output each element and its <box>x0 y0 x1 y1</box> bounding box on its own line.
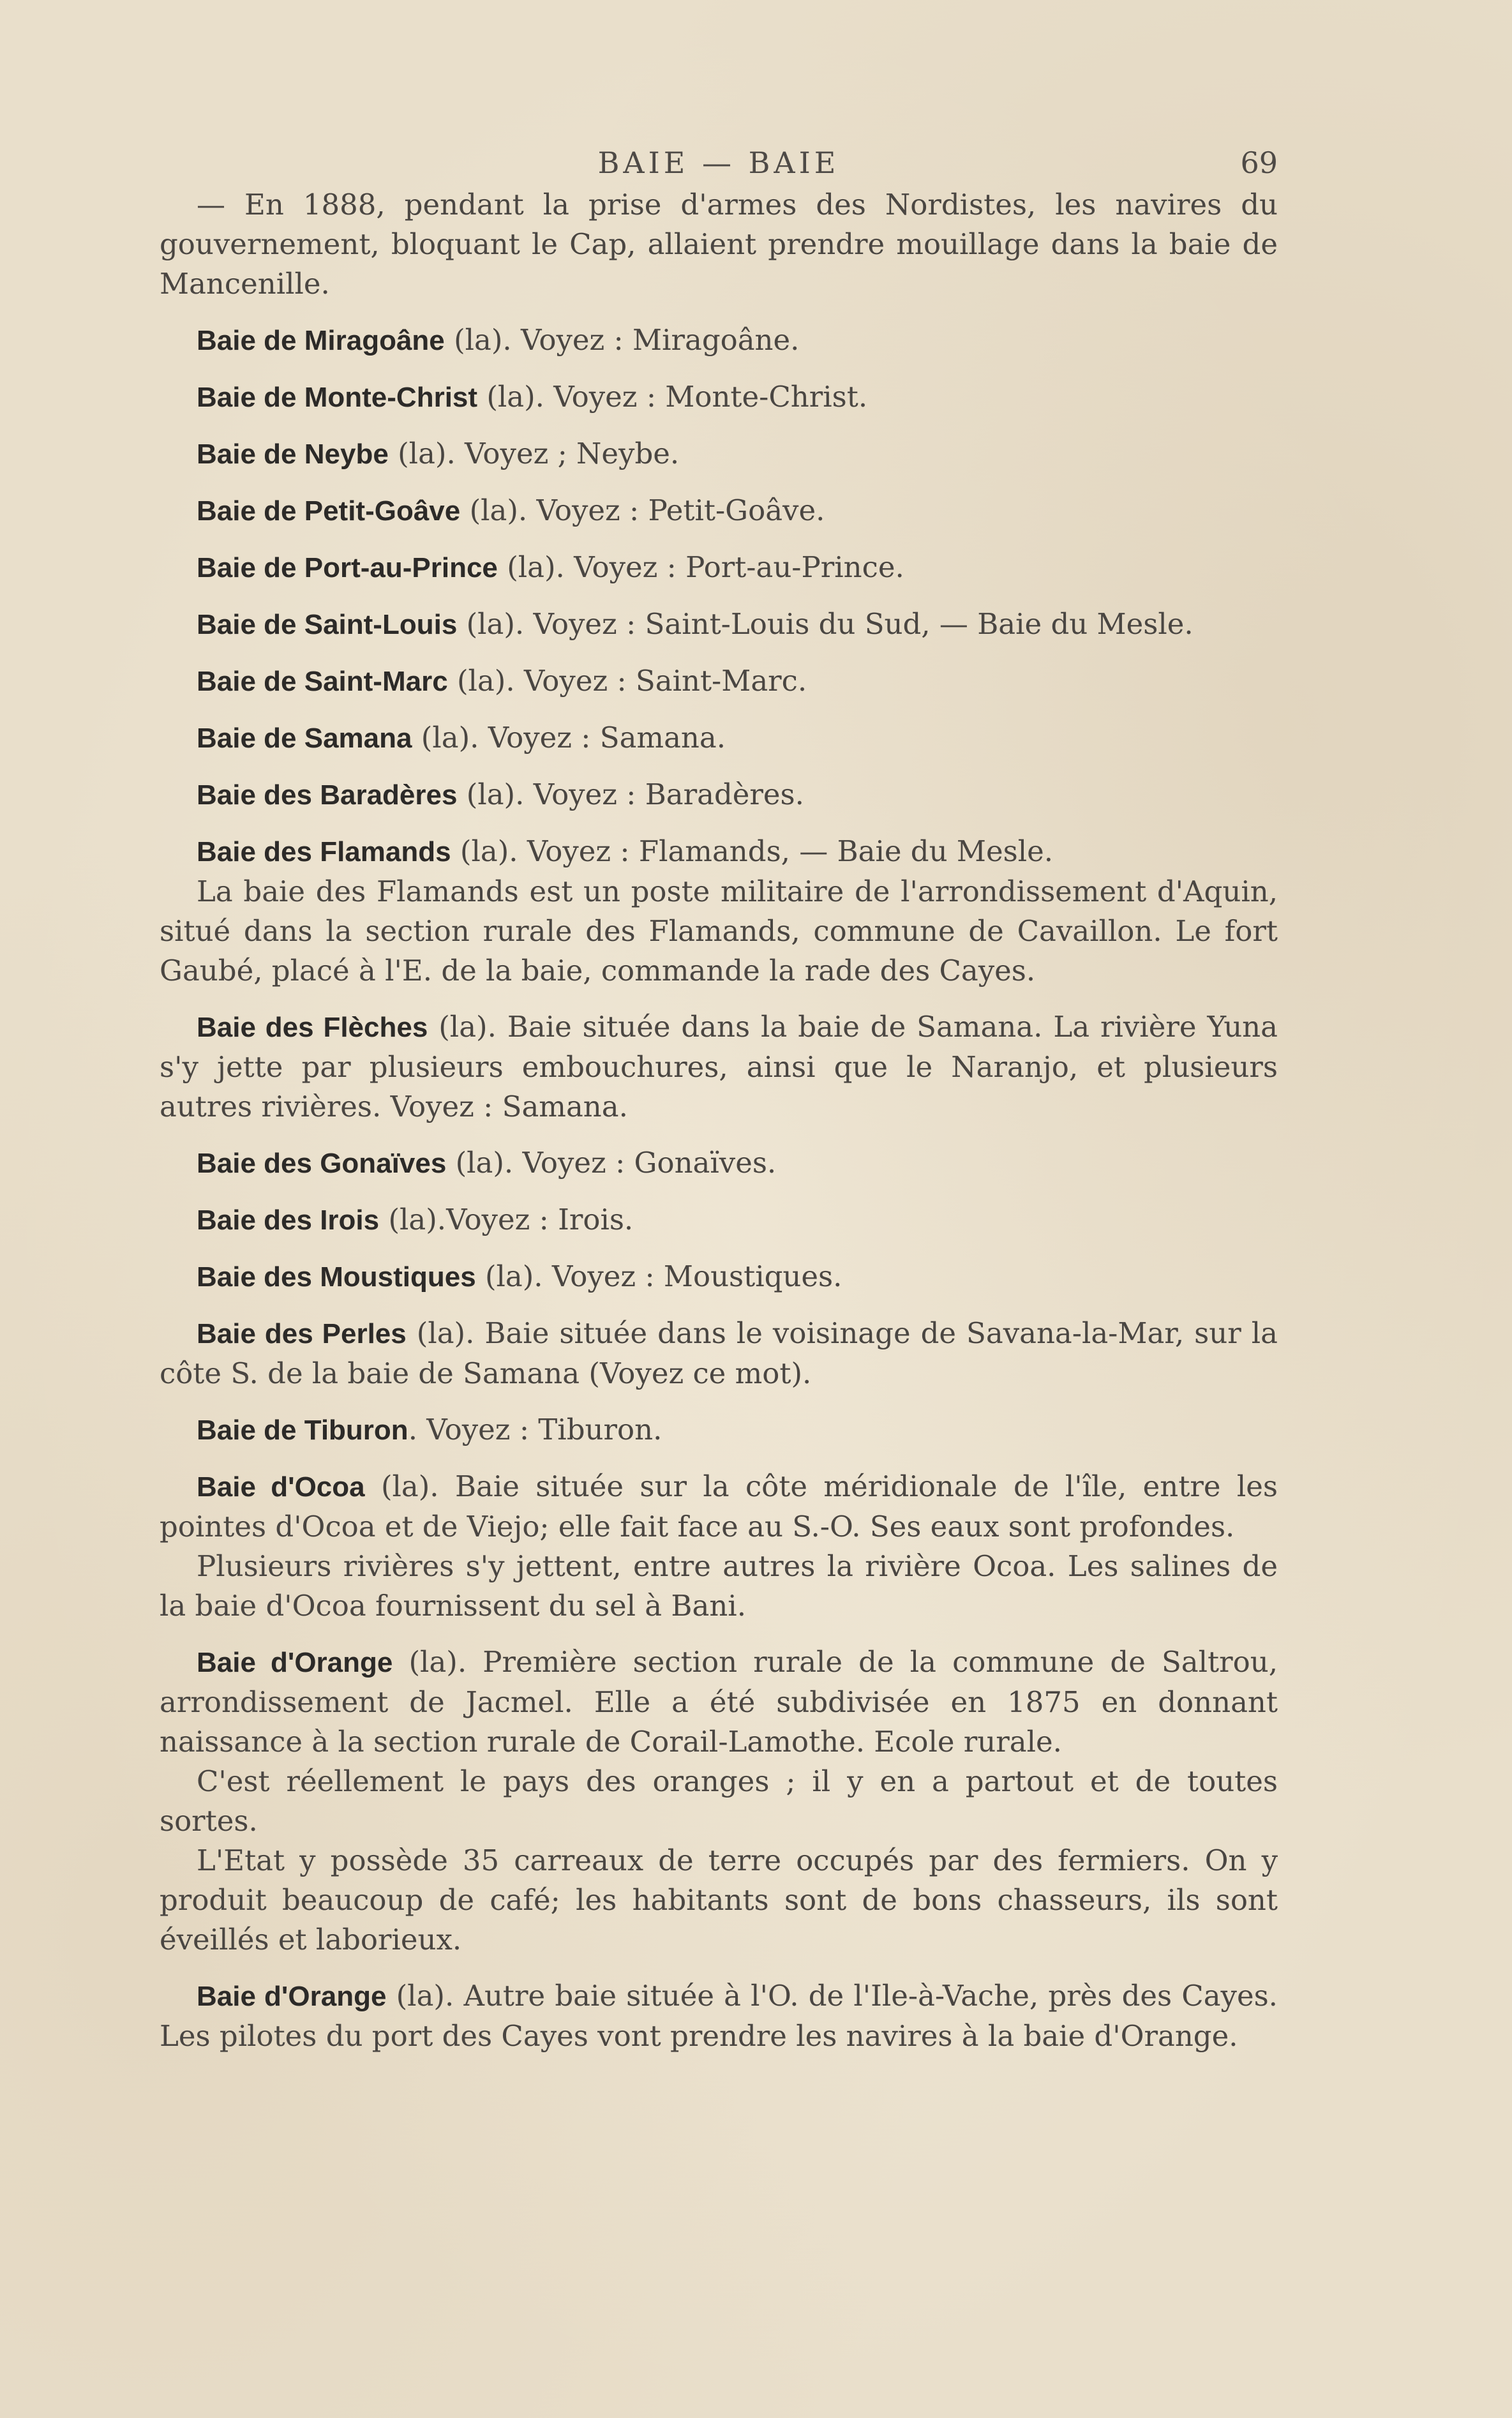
entry-headword: Baie des Moustiques <box>197 1261 476 1293</box>
entry-headword: Baie des Gonaïves <box>197 1148 447 1179</box>
entry-ocoa <box>160 1467 1278 1547</box>
entry-text: (la). Première section rurale de la commune de Saltrou, arrondissement de Jacmel. Elle a été subdivisée en 1875 en donnant naissance à la section rurale de Corail-Lamothe. Ecole rurale. <box>160 1645 1278 1759</box>
entry-headword: Baie des Flèches <box>197 1012 428 1043</box>
entry-headword: Baie des Baradères <box>197 779 458 811</box>
entry-text: (la). Voyez : Port-au-Prince. <box>497 550 904 584</box>
entry-text: (la). Voyez : Moustiques. <box>475 1259 842 1293</box>
entry-text: (la). Voyez : Miragoâne. <box>444 323 800 357</box>
entry-text: (la). Baie située dans la baie de Samana. La rivière Yuna s'y jette par plusieurs embouchures, ainsi que le Naranjo, et plusieurs autres rivières. Voyez : Samana. <box>160 1010 1278 1123</box>
entry-headword: Baie d'Orange <box>197 1647 393 1678</box>
entry-headword: Baie de Tiburon <box>197 1415 408 1446</box>
intro-paragraph: — En 1888, pendant la prise d'armes des Nordistes, les navires du gouvernement, bloquant le Cap, allaient prendre mouillage dans la baie de Mancenille. <box>160 188 1278 301</box>
entry-gonaives <box>160 1143 1278 1183</box>
entry-saint-louis <box>160 604 1278 645</box>
entry-petit-goave <box>160 491 1278 531</box>
entry-headword: Baie de Saint-Marc <box>197 666 448 697</box>
entry-text: (la). Voyez : Flamands, — Baie du Mesle. <box>451 834 1054 868</box>
entry-text: (la).Voyez : Irois. <box>379 1203 634 1236</box>
entry-headword: Baie de Petit-Goâve <box>197 495 461 527</box>
entry-headword: Baie de Neybe <box>197 439 389 470</box>
header-title: BAIE — BAIE <box>597 146 840 180</box>
entry-text: (la). Voyez : Samana. <box>412 721 726 755</box>
entry-text: (la). Autre baie située à l'O. de l'Ile-à-Vache, près des Cayes. Les pilotes du port des Cayes vont prendre les navires à la baie d'Orange. <box>160 1979 1278 2053</box>
entry-headword: Baie d'Ocoa <box>197 1471 365 1503</box>
entry-moustiques <box>160 1257 1278 1297</box>
entry-text: (la). Voyez : Baradères. <box>457 777 804 811</box>
entry-tiburon <box>160 1410 1278 1450</box>
entry-fleches <box>160 1007 1278 1127</box>
entry-text: . Voyez : Tiburon. <box>408 1413 662 1446</box>
dictionary-column <box>160 185 1278 2056</box>
entry-perles <box>160 1314 1278 1393</box>
entry-orange-note-1: C'est réellement le pays des oranges ; il y en a partout et de toutes sortes. <box>160 1764 1278 1838</box>
entry-text: (la). Voyez : Saint-Louis du Sud, — Baie du Mesle. <box>457 607 1194 641</box>
entry-ocoa-note: Plusieurs rivières s'y jettent, entre autres la rivière Ocoa. Les salines de la baie d'Ocoa fournissent du sel à Bani. <box>160 1549 1278 1623</box>
page-number: 69 <box>1240 146 1278 180</box>
entry-miragoane <box>160 320 1278 361</box>
entry-text: (la). Voyez ; Neybe. <box>388 437 680 470</box>
entry-port-au-prince <box>160 548 1278 588</box>
entry-headword: Baie des Perles <box>197 1318 407 1349</box>
entry-irois <box>160 1200 1278 1240</box>
entry-headword: Baie de Saint-Louis <box>197 609 458 640</box>
entry-text: (la). Baie située sur la côte méridionale de l'île, entre les pointes d'Ocoa et de Viejo; elle fait face au S.-O. Ses eaux sont profondes. <box>160 1469 1278 1543</box>
entry-orange-2 <box>160 1976 1278 2056</box>
entry-text: (la). Voyez : Monte-Christ. <box>477 380 868 414</box>
entry-samana <box>160 718 1278 758</box>
entry-orange-note-2: L'Etat y possède 35 carreaux de terre occupés par des fermiers. On y produit beaucoup de café; les habitants sont de bons chasseurs, ils sont éveillés et laborieux. <box>160 1844 1278 1956</box>
entry-headword: Baie de Samana <box>197 723 412 754</box>
entry-neybe <box>160 434 1278 474</box>
entry-orange-1 <box>160 1642 1278 1762</box>
entry-headword: Baie de Port-au-Prince <box>197 552 498 583</box>
entry-text: (la). Voyez : Saint-Marc. <box>447 664 807 698</box>
entry-monte-christ <box>160 377 1278 417</box>
entry-headword: Baie des Irois <box>197 1205 380 1236</box>
entry-text: (la). Baie située dans le voisinage de Savana-la-Mar, sur la côte S. de la baie de Samana (Voyez ce mot). <box>160 1316 1278 1390</box>
entry-saint-marc <box>160 661 1278 702</box>
entry-headword: Baie des Flamands <box>197 836 451 867</box>
running-header <box>160 128 1278 185</box>
entry-headword: Baie de Monte-Christ <box>197 382 478 413</box>
entry-text: (la). Voyez : Petit-Goâve. <box>460 493 825 527</box>
entry-headword: Baie de Miragoâne <box>197 325 445 356</box>
entry-flamands-note: La baie des Flamands est un poste militaire de l'arrondissement d'Aquin, situé dans la section rurale des Flamands, commune de Cavaillon. Le fort Gaubé, placé à l'E. de la baie, commande la rade des Cayes. <box>160 875 1278 987</box>
book-page <box>160 128 1278 2056</box>
entry-baraderes <box>160 775 1278 815</box>
entry-text: (la). Voyez : Gonaïves. <box>446 1146 777 1180</box>
entry-headword: Baie d'Orange <box>197 1981 387 2012</box>
entry-flamands <box>160 832 1278 872</box>
